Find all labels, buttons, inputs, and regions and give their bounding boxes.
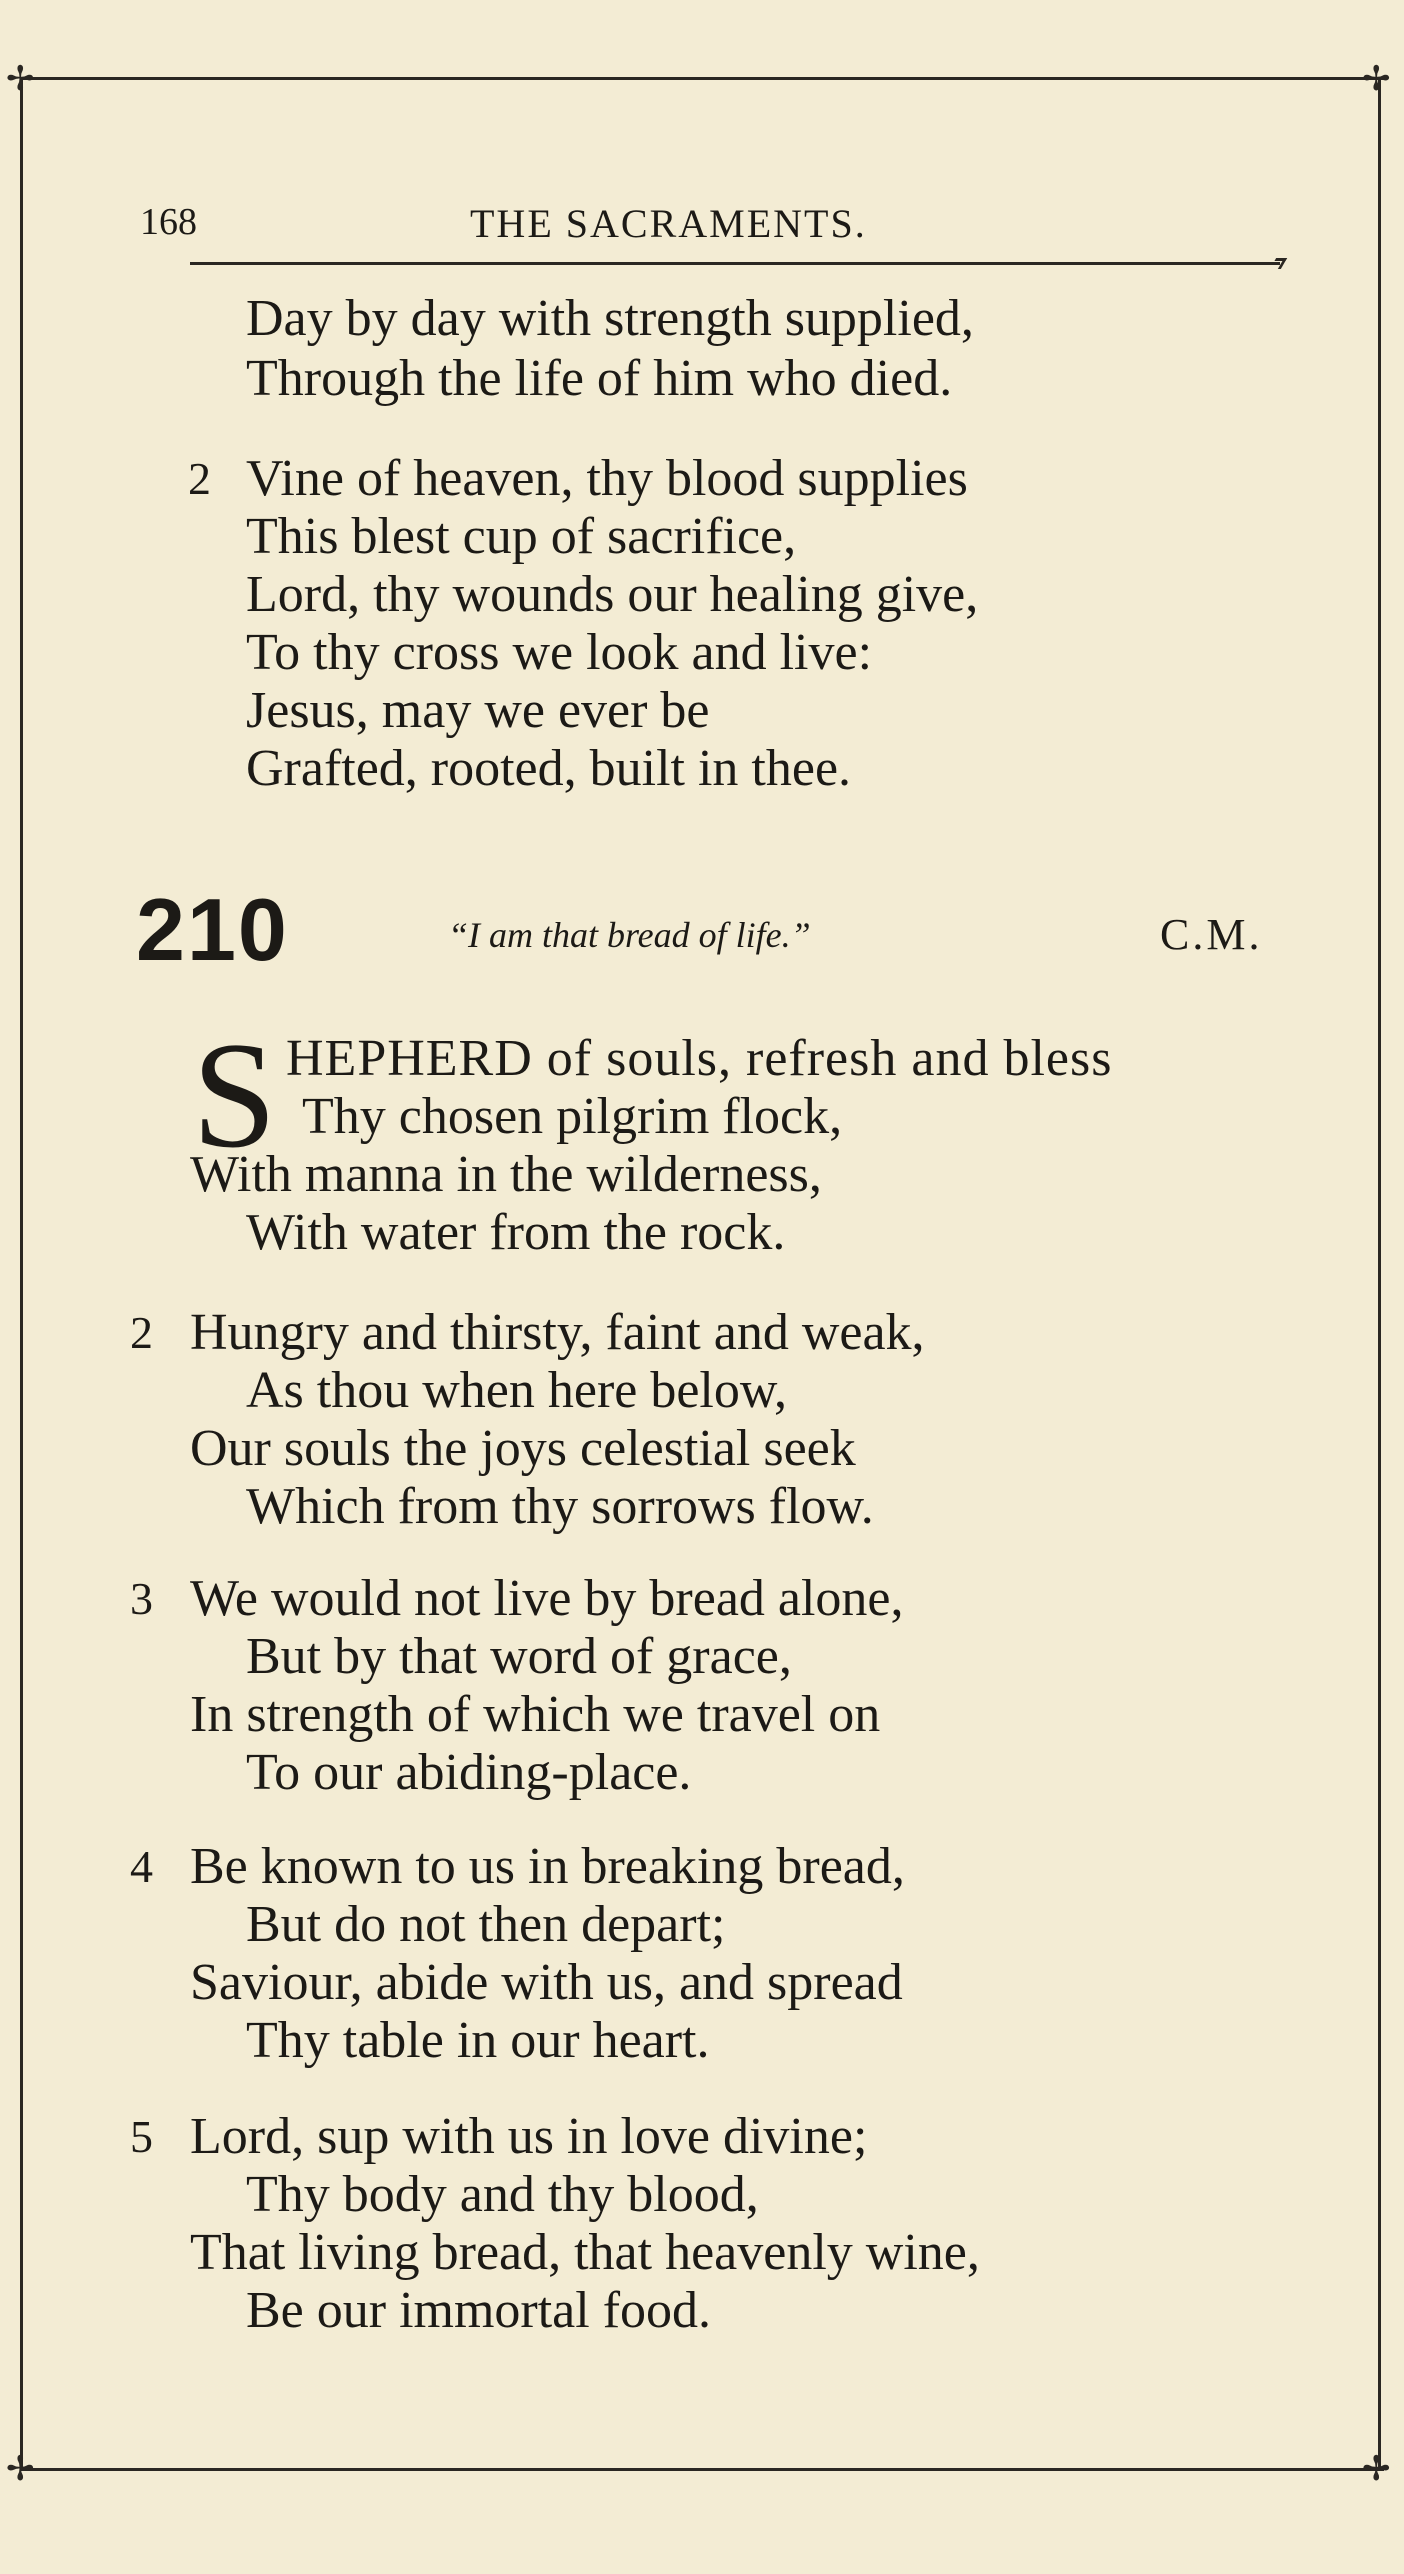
verse-line: But by that word of grace,: [246, 1628, 792, 1685]
frame-right-rule: [1378, 77, 1381, 2471]
verse-line: Be known to us in breaking bread,: [190, 1838, 905, 1895]
frame-bottom-rule: [20, 2468, 1384, 2471]
verse-line: Saviour, abide with us, and spread: [190, 1954, 903, 2011]
verse-line: In strength of which we travel on: [190, 1686, 881, 1743]
verse-line: Which from thy sorrows flow.: [246, 1478, 874, 1535]
verse-number: 3: [130, 1573, 153, 1624]
frame-corner-ornament-icon: ✢: [1362, 2449, 1391, 2489]
verse-line: Thy chosen pilgrim flock,: [302, 1088, 843, 1145]
verse-line: Our souls the joys celestial seek: [190, 1420, 856, 1477]
verse-line: Hungry and thirsty, faint and weak,: [190, 1304, 925, 1361]
verse-number: 5: [130, 2111, 153, 2162]
verse-line: With manna in the wilderness,: [190, 1146, 822, 1203]
verse-line: We would not live by bread alone,: [190, 1570, 904, 1627]
verse-line: Through the life of him who died.: [246, 350, 953, 407]
verse-line: But do not then depart;: [246, 1896, 726, 1953]
frame-corner-ornament-icon: ✢: [1362, 59, 1391, 99]
frame-top-rule: [20, 77, 1384, 80]
verse-line: Thy table in our heart.: [246, 2012, 710, 2069]
verse-line: Grafted, rooted, built in thee.: [246, 740, 852, 797]
running-title: THE SACRAMENTS.: [470, 201, 867, 246]
verse-number: 4: [130, 1841, 153, 1892]
verse-line: This blest cup of sacrifice,: [246, 508, 797, 565]
verse-line: Jesus, may we ever be: [246, 682, 710, 739]
frame-corner-ornament-icon: ✢: [6, 2449, 35, 2489]
verse-line: HEPHERD of souls, refresh and bless: [286, 1030, 1113, 1087]
hymn-epigraph: “I am that bread of life.”: [448, 915, 811, 955]
verse-line: That living bread, that heavenly wine,: [190, 2224, 980, 2281]
verse-line: Thy body and thy blood,: [246, 2166, 759, 2223]
verse-number: 2: [188, 453, 211, 504]
frame-corner-ornament-icon: ✢: [6, 59, 35, 99]
verse-line: Vine of heaven, thy blood supplies: [246, 450, 968, 507]
drop-cap: S: [192, 1011, 277, 1179]
verse-line: Day by day with strength supplied,: [246, 290, 974, 347]
page-number: 168: [140, 201, 197, 243]
header-rule: [190, 262, 1280, 265]
frame-left-rule: [20, 77, 23, 2471]
hymn-meter: C.M.: [1160, 910, 1263, 959]
verse-number: 2: [130, 1307, 153, 1358]
hymn-number: 210: [136, 880, 289, 979]
verse-line: Be our immortal food.: [246, 2282, 712, 2339]
verse-line: Lord, sup with us in love divine;: [190, 2108, 868, 2165]
verse-line: With water from the rock.: [246, 1204, 786, 1261]
verse-line: To our abiding-place.: [246, 1744, 692, 1801]
verse-line: To thy cross we look and live:: [246, 624, 873, 681]
verse-line: Lord, thy wounds our healing give,: [246, 566, 979, 623]
verse-line: As thou when here below,: [246, 1362, 788, 1419]
page-header: [0, 200, 1404, 260]
